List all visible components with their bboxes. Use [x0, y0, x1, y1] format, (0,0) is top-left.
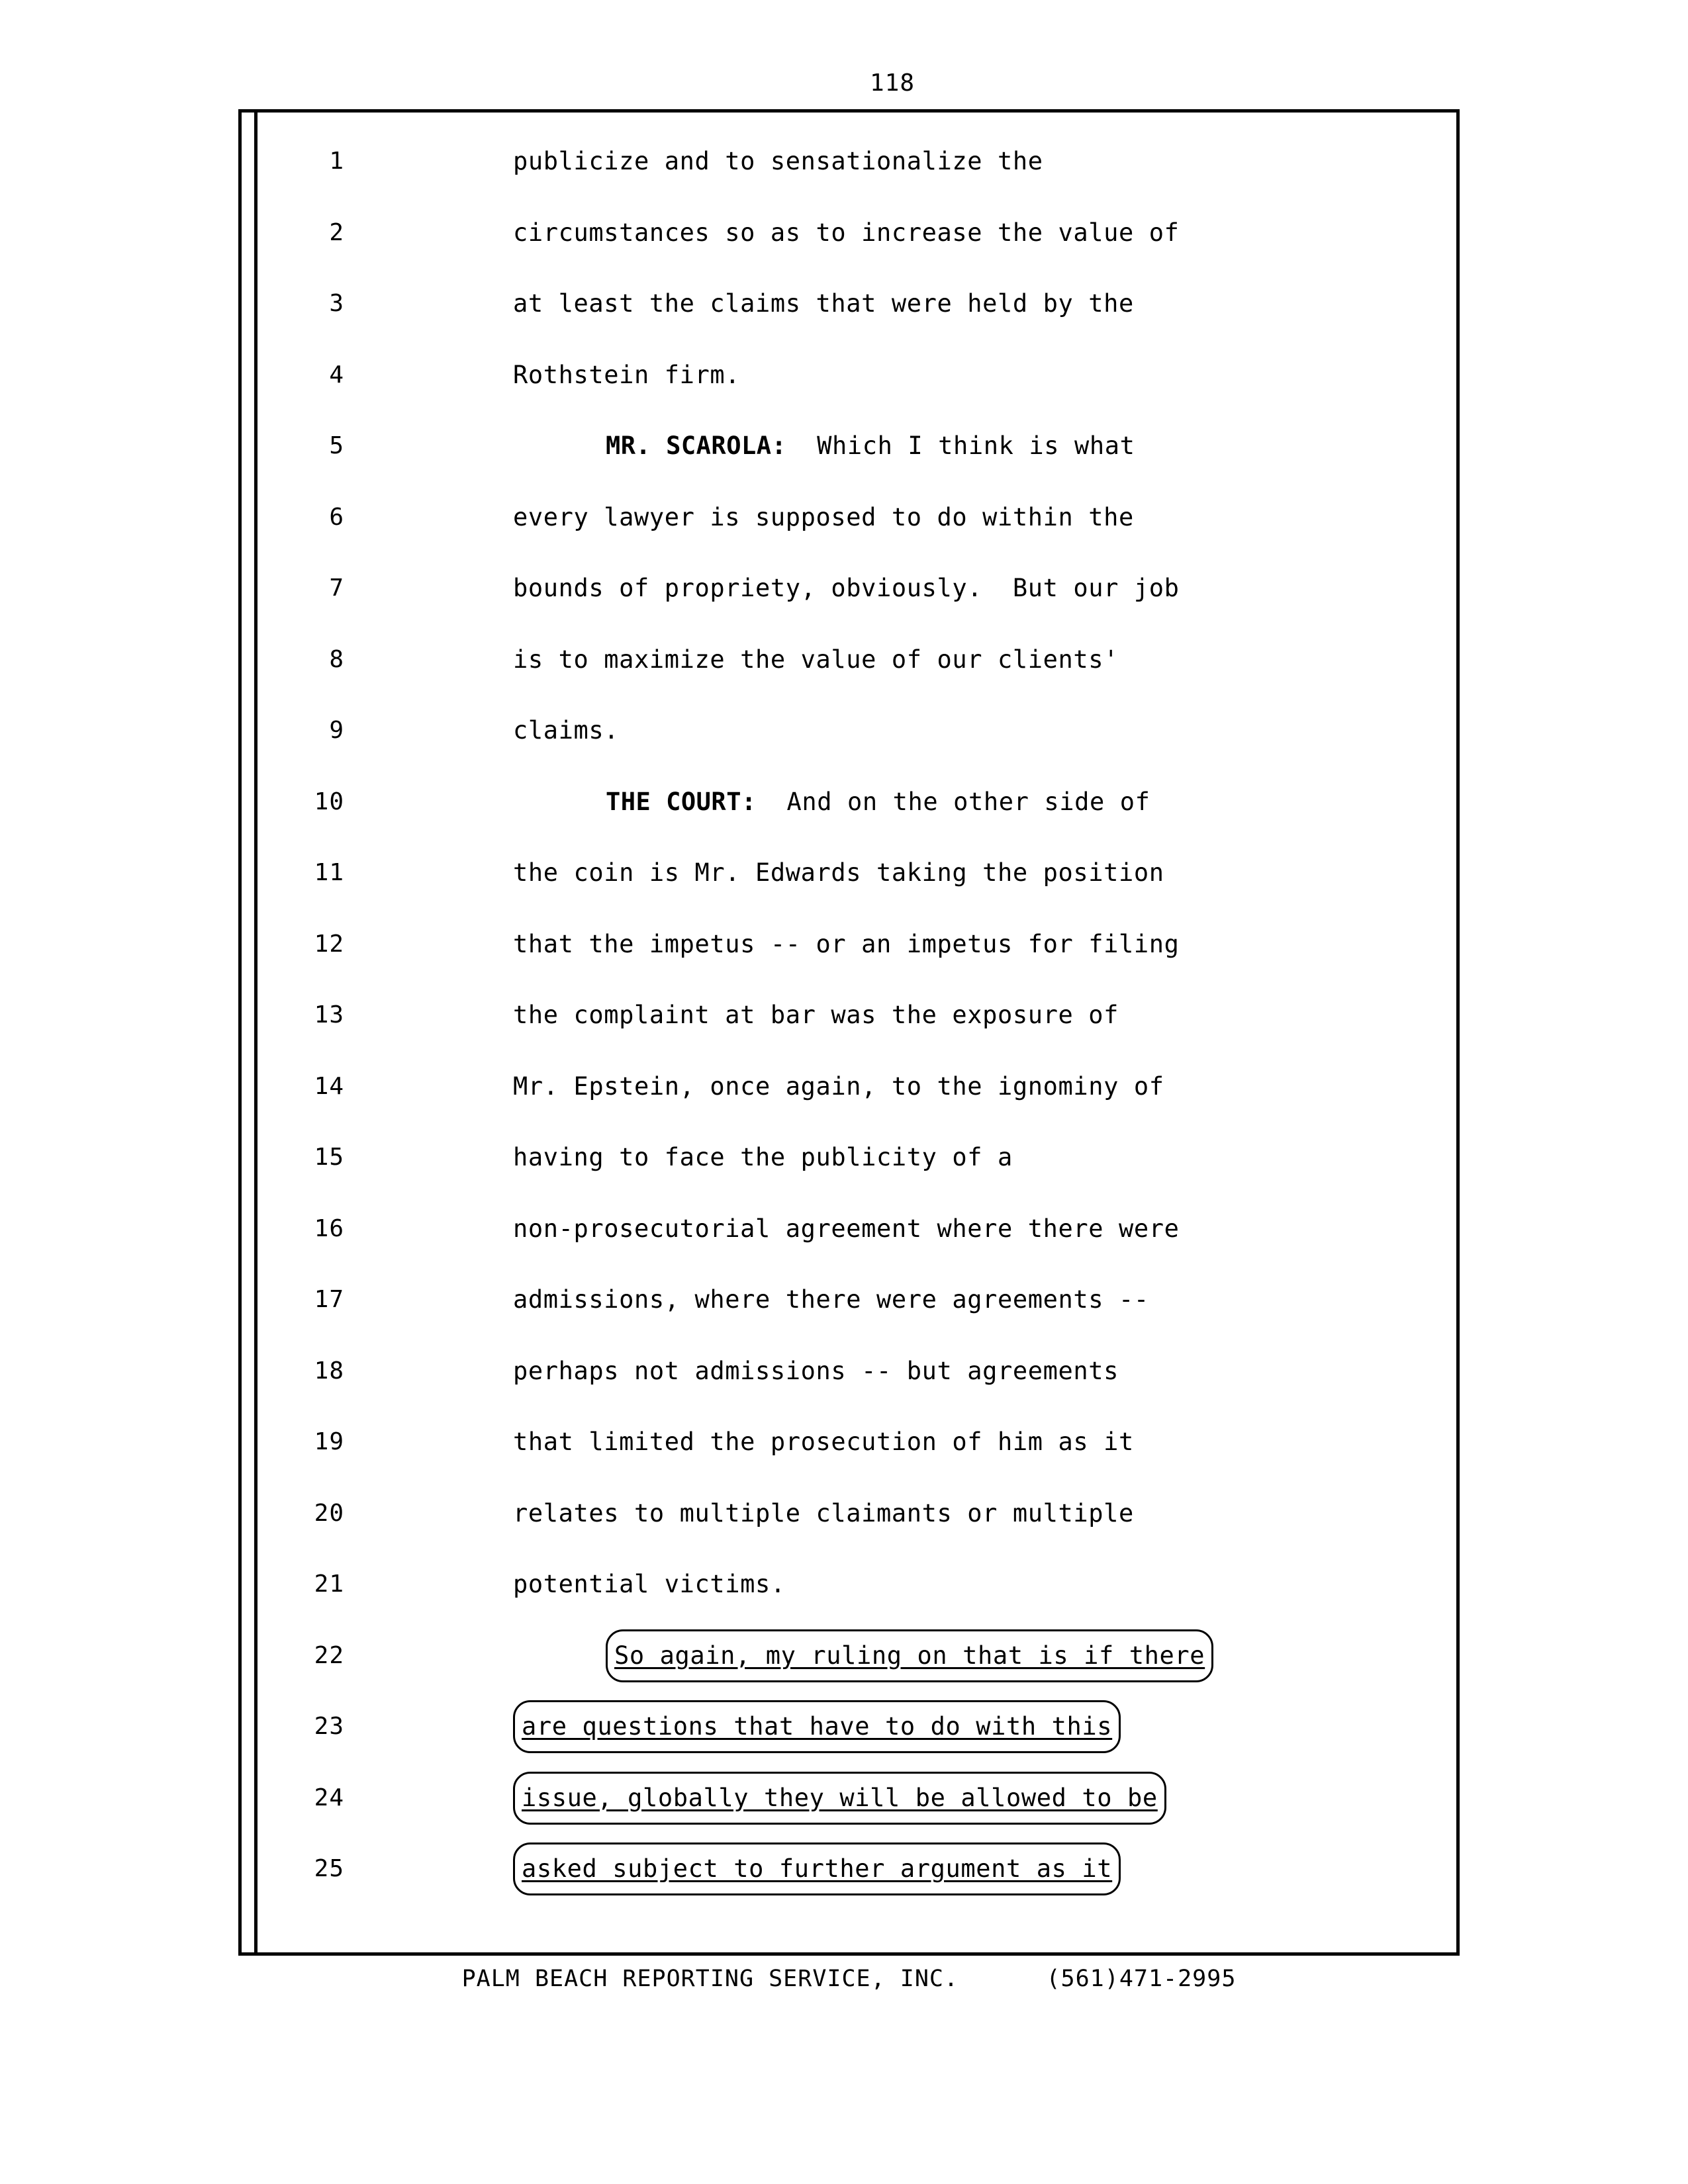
- transcript-line: [314, 979, 1688, 1051]
- transcript-line: [329, 268, 1688, 340]
- transcript-line: [314, 1549, 1688, 1620]
- line-text: the coin is Mr. Edwards taking the position: [513, 858, 1164, 887]
- transcript-line: [314, 1762, 1688, 1834]
- transcript-line: [314, 766, 1688, 838]
- highlight-annotation: [513, 1843, 1121, 1895]
- line-text: admissions, where there were agreements --: [513, 1285, 1149, 1314]
- highlight-annotation: [513, 1772, 1166, 1825]
- line-number: 17: [314, 1286, 344, 1313]
- line-number: 7: [329, 574, 344, 602]
- highlight-annotation: [606, 1629, 1213, 1682]
- line-number: 24: [314, 1784, 344, 1811]
- line-number: 20: [314, 1499, 344, 1527]
- transcript-line: [329, 553, 1688, 624]
- transcript-line: [314, 1193, 1688, 1265]
- line-text: having to face the publicity of a: [513, 1143, 1013, 1171]
- speaker-label: MR. SCAROLA:: [606, 432, 787, 460]
- line-text: every lawyer is supposed to do within the: [513, 502, 1134, 531]
- line-number: 21: [314, 1570, 344, 1598]
- line-text: bounds of propriety, obviously. But our job: [513, 574, 1180, 602]
- line-body: Which I think is what: [786, 432, 1135, 460]
- line-text: at least the claims that were held by the: [513, 289, 1134, 318]
- line-text: potential victims.: [513, 1570, 786, 1598]
- line-text: circumstances so as to increase the value of: [513, 218, 1180, 247]
- highlight-annotation: [513, 1700, 1121, 1753]
- transcript-line: [329, 410, 1688, 482]
- transcript-line: [329, 482, 1688, 553]
- line-text: [513, 1762, 1166, 1834]
- line-text: relates to multiple claimants or multiple: [513, 1498, 1134, 1527]
- line-number: 18: [314, 1357, 344, 1385]
- line-text: Mr. Epstein, once again, to the ignominy of: [513, 1071, 1164, 1101]
- transcript-line: [329, 197, 1688, 269]
- highlighted-text: asked subject to further argument as it: [522, 1854, 1113, 1883]
- line-body: And on the other side of: [756, 787, 1150, 816]
- line-number: 16: [314, 1214, 344, 1242]
- highlighted-text: are questions that have to do with this: [522, 1712, 1113, 1741]
- line-number: 13: [314, 1001, 344, 1028]
- transcript-line: [314, 837, 1688, 909]
- line-number: 23: [314, 1713, 344, 1740]
- transcript-line: [314, 1336, 1688, 1407]
- line-text: non-prosecutorial agreement where there were: [513, 1214, 1180, 1243]
- line-number: 8: [329, 645, 344, 673]
- transcript-line: [329, 126, 1688, 197]
- transcript-line: [314, 1620, 1688, 1692]
- line-text: claims.: [513, 716, 620, 745]
- line-number: 19: [314, 1428, 344, 1455]
- speaker-label: THE COURT:: [606, 787, 757, 816]
- transcript-line: [314, 1122, 1688, 1193]
- line-text: [606, 1620, 1213, 1692]
- line-text: that the impetus -- or an impetus for filing: [513, 929, 1180, 958]
- transcript-line: [314, 1406, 1688, 1478]
- line-number: 10: [314, 788, 344, 815]
- transcript-line: [314, 1691, 1688, 1762]
- transcript-line: [329, 624, 1688, 696]
- line-number: 22: [314, 1641, 344, 1669]
- transcript-line: [314, 1833, 1688, 1905]
- line-number: 3: [329, 290, 344, 317]
- line-text: [606, 766, 1150, 838]
- transcript-line: [329, 695, 1688, 766]
- transcript-line: [314, 1478, 1688, 1549]
- page-number: 118: [869, 69, 915, 97]
- highlighted-text: So again, my ruling on that is if there: [614, 1641, 1205, 1670]
- line-number: 25: [314, 1855, 344, 1882]
- line-number: 1: [329, 148, 344, 175]
- line-number: 12: [314, 930, 344, 958]
- line-text: [606, 410, 1135, 482]
- line-number: 9: [329, 717, 344, 744]
- line-number: 11: [314, 859, 344, 886]
- line-text: Rothstein firm.: [513, 360, 741, 389]
- transcript-line: [314, 1051, 1688, 1122]
- line-number: 15: [314, 1144, 344, 1171]
- line-number: 5: [329, 432, 344, 459]
- transcript-line: [314, 909, 1688, 980]
- transcript-line: [329, 340, 1688, 411]
- line-number: 2: [329, 218, 344, 246]
- line-text: [513, 1691, 1121, 1762]
- line-number: 14: [314, 1072, 344, 1100]
- line-text: publicize and to sensationalize the: [513, 147, 1043, 175]
- line-text: [513, 1833, 1121, 1905]
- line-number: 4: [329, 361, 344, 388]
- highlighted-text: issue, globally they will be allowed to be: [522, 1783, 1158, 1812]
- line-text: perhaps not admissions -- but agreements: [513, 1356, 1119, 1385]
- line-text: that limited the prosecution of him as it: [513, 1428, 1134, 1456]
- page-footer: PALM BEACH REPORTING SERVICE, INC. (561)471-2995: [461, 1966, 1237, 1992]
- transcript-line: [314, 1264, 1688, 1336]
- line-number: 6: [329, 503, 344, 531]
- line-text: the complaint at bar was the exposure of: [513, 1001, 1119, 1029]
- line-text: is to maximize the value of our clients': [513, 645, 1119, 674]
